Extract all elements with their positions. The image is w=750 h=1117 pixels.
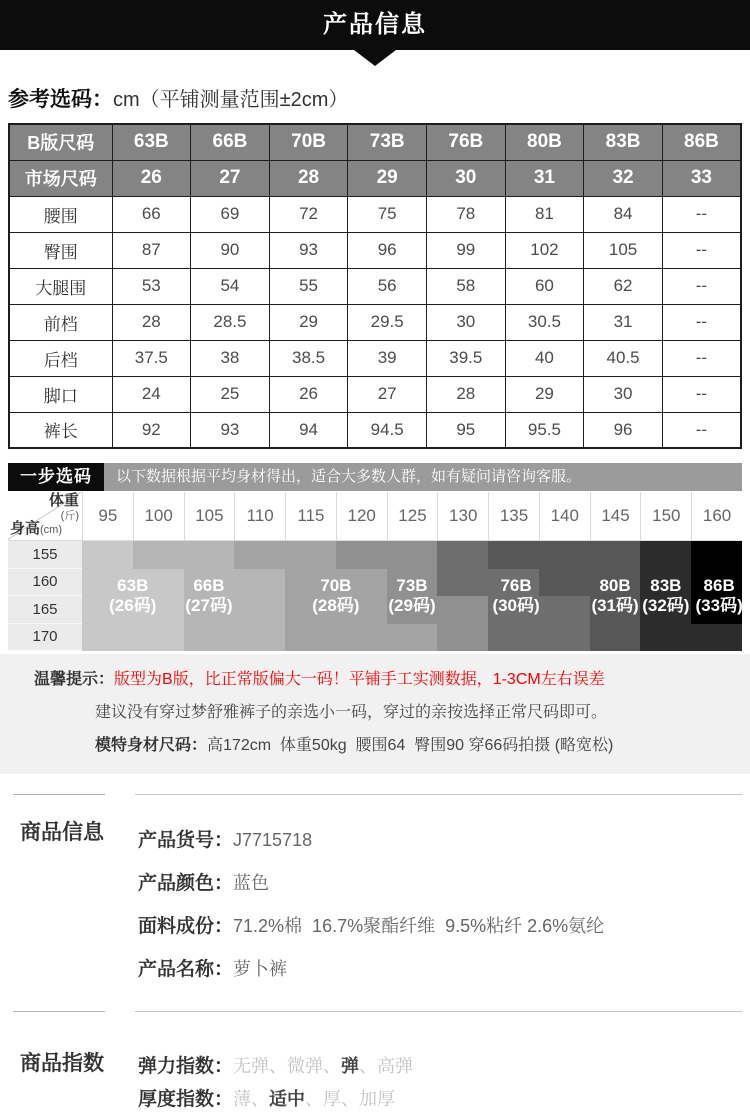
- product-info-value: 萝卜裤: [233, 959, 288, 979]
- size-band-label: [312, 576, 359, 616]
- size-band-size: 80B: [599, 576, 631, 595]
- size-table-cell: 55: [269, 268, 348, 304]
- size-table-header-cell: 86B: [662, 124, 741, 160]
- size-band-size: 66B: [193, 576, 225, 595]
- size-table-cell: 62: [584, 268, 663, 304]
- index-option-separator: 、: [323, 1056, 342, 1076]
- size-table-row-label: 大腿围: [9, 268, 112, 304]
- index-option-active: 弹: [341, 1056, 360, 1076]
- tips-line-1: [0, 663, 750, 696]
- size-table-header-cell: 33: [662, 160, 741, 196]
- chart-cell: [590, 541, 641, 569]
- tips-label: 温馨提示：: [34, 671, 115, 688]
- size-table-header-cell: 70B: [269, 124, 348, 160]
- size-table-cell: 54: [191, 268, 270, 304]
- chart-cell: [691, 624, 742, 652]
- tips-line-2: 建议没有穿过梦舒雅裤子的亲选小一码，穿过的亲按选择正常尺码即可。: [95, 704, 608, 721]
- tips-red-text: 版型为B版，比正常版偏大一码！平铺手工实测数据，1-3CM左右误差: [114, 671, 605, 688]
- chart-cell: [133, 624, 184, 652]
- chart-cell: [387, 541, 438, 569]
- index-option-separator: 、: [359, 1056, 378, 1076]
- size-table-header-cell: 26: [112, 160, 191, 196]
- chart-cell: [640, 624, 691, 652]
- size-table-cell: --: [662, 340, 741, 376]
- chart-weight-tick: 100: [133, 492, 184, 540]
- banner-pointer-triangle: [354, 50, 396, 66]
- chart-cell: [437, 569, 488, 597]
- size-table-cell: 69: [191, 196, 270, 232]
- size-table-cell: 96: [584, 412, 663, 448]
- size-table-row-label: 前档: [9, 304, 112, 340]
- size-band-label: [642, 576, 689, 616]
- index-option: 厚: [323, 1089, 342, 1109]
- product-info-rows: [138, 819, 742, 991]
- size-table-cell: 66: [112, 196, 191, 232]
- chart-cell: [285, 624, 336, 652]
- tips-line-3: [0, 729, 750, 762]
- product-info-row: [138, 905, 742, 948]
- size-table-cell: 38: [191, 340, 270, 376]
- size-reference-heading: [8, 83, 750, 113]
- size-band-label: [109, 576, 156, 616]
- chart-cell: [234, 541, 285, 569]
- size-band-size: 86B: [703, 576, 735, 595]
- size-table-cell: 94.5: [348, 412, 427, 448]
- size-table-cell: 40.5: [584, 340, 663, 376]
- section-divider-1: [8, 794, 742, 795]
- one-step-title: 一步选码: [8, 463, 104, 491]
- chart-cell: [640, 541, 691, 569]
- chart-weight-tick: 110: [234, 492, 285, 540]
- size-table-cell: 94: [269, 412, 348, 448]
- size-table-row: [9, 304, 741, 340]
- size-table-header-label: 市场尺码: [9, 160, 112, 196]
- chart-cell: [184, 624, 235, 652]
- product-index-row: [138, 1050, 742, 1083]
- size-table-cell: --: [662, 196, 741, 232]
- size-table-cell: 92: [112, 412, 191, 448]
- product-info-row: [138, 862, 742, 905]
- size-table-row-label: 腰围: [9, 196, 112, 232]
- size-band-size: 63B: [117, 576, 149, 595]
- size-table-cell: 95.5: [505, 412, 584, 448]
- size-table-cell: 31: [584, 304, 663, 340]
- chart-cell: [285, 541, 336, 569]
- size-table-header-cell: 27: [191, 160, 270, 196]
- size-table-cell: 75: [348, 196, 427, 232]
- product-info-label: 产品颜色：: [138, 873, 234, 894]
- size-table-cell: 29: [505, 376, 584, 412]
- chart-cell: [234, 596, 285, 624]
- size-table-cell: 39: [348, 340, 427, 376]
- size-table-row: [9, 376, 741, 412]
- chart-height-tick: 160: [8, 569, 82, 597]
- size-table-header-cell: 80B: [505, 124, 584, 160]
- size-table-header-row: [9, 124, 741, 160]
- product-index-section: [0, 1012, 750, 1116]
- chart-row: [8, 624, 742, 652]
- size-band-market: (27码): [185, 596, 233, 615]
- size-table-header-row: [9, 160, 741, 196]
- chart-axis-corner-cell: [8, 492, 82, 540]
- chart-weight-tick: 120: [336, 492, 387, 540]
- chart-weight-tick: 145: [590, 492, 641, 540]
- size-table-cell: 96: [348, 232, 427, 268]
- size-band-size: 73B: [396, 576, 428, 595]
- chart-cell: [691, 541, 742, 569]
- product-index-section-title: 商品指数: [20, 1052, 104, 1075]
- size-table-cell: 102: [505, 232, 584, 268]
- chart-cell: [590, 624, 641, 652]
- size-table-cell: --: [662, 412, 741, 448]
- chart-weight-header-row: [8, 492, 742, 541]
- size-table-cell: 56: [348, 268, 427, 304]
- index-option: 微弹: [287, 1056, 324, 1076]
- chart-cell: [234, 569, 285, 597]
- product-info-value: 71.2%棉 16.7%聚酯纤维 9.5%粘纤 2.6%氨纶: [233, 916, 605, 936]
- size-table-header-label: B版尺码: [9, 124, 112, 160]
- chart-cell: [82, 541, 133, 569]
- product-index-row: [138, 1083, 742, 1116]
- size-table-cell: 90: [191, 232, 270, 268]
- chart-weight-tick: 140: [539, 492, 590, 540]
- size-table-row: [9, 340, 741, 376]
- product-index-rows: [138, 1050, 742, 1116]
- size-table-cell: 37.5: [112, 340, 191, 376]
- model-size-text: 高172cm 体重50kg 腰围64 臀围90 穿66码拍摄 (略宽松): [207, 737, 614, 754]
- size-table-cell: 39.5: [427, 340, 506, 376]
- one-step-bar: [8, 463, 742, 491]
- size-table-header-cell: 76B: [427, 124, 506, 160]
- size-table-row: [9, 232, 741, 268]
- size-table-cell: 29.5: [348, 304, 427, 340]
- chart-weight-tick: 105: [184, 492, 235, 540]
- product-info-row: [138, 948, 742, 991]
- chart-rows: [8, 541, 742, 651]
- size-table-header-cell: 83B: [584, 124, 663, 160]
- product-info-label: 面料成份：: [138, 916, 234, 937]
- chart-cell: [539, 541, 590, 569]
- chart-height-tick: 165: [8, 596, 82, 624]
- page-title: 产品信息: [323, 11, 427, 38]
- size-table-cell: 27: [348, 376, 427, 412]
- size-band-market: (32码): [642, 596, 690, 615]
- size-band-label: [591, 576, 638, 616]
- index-option: 加厚: [359, 1089, 396, 1109]
- chart-cell: [234, 624, 285, 652]
- size-table-cell: 28.5: [191, 304, 270, 340]
- size-table-header-cell: 31: [505, 160, 584, 196]
- size-table-cell: 29: [269, 304, 348, 340]
- product-info-value: 蓝色: [233, 873, 270, 893]
- tips-block: [0, 654, 750, 774]
- chart-cell: [184, 541, 235, 569]
- index-option: 无弹: [233, 1056, 270, 1076]
- weight-axis-label: 体重 (斤): [48, 492, 79, 522]
- chart-cell: [437, 624, 488, 652]
- product-info-section: [0, 795, 750, 991]
- chart-weight-tick: 135: [488, 492, 539, 540]
- index-option-separator: 、: [341, 1089, 360, 1109]
- size-band-market: (33码): [695, 596, 743, 615]
- size-table-cell: 99: [427, 232, 506, 268]
- size-band-size: 76B: [500, 576, 532, 595]
- chart-cell: [82, 624, 133, 652]
- size-chart-table: [8, 123, 742, 449]
- size-band-market: (26码): [109, 596, 157, 615]
- chart-weight-tick: 150: [640, 492, 691, 540]
- size-table-row-label: 后档: [9, 340, 112, 376]
- model-size-label: 模特身材尺码：: [95, 737, 208, 754]
- size-band-label: [696, 576, 743, 616]
- size-table-cell: --: [662, 268, 741, 304]
- chart-weight-tick: 125: [387, 492, 438, 540]
- size-table-cell: 93: [191, 412, 270, 448]
- size-table-header-cell: 32: [584, 160, 663, 196]
- chart-cell: [387, 624, 438, 652]
- product-index-label: 厚度指数：: [138, 1089, 234, 1110]
- size-table-header-cell: 73B: [348, 124, 427, 160]
- size-table-cell: 78: [427, 196, 506, 232]
- chart-cell: [133, 541, 184, 569]
- size-table-header-cell: 29: [348, 160, 427, 196]
- size-table-header-cell: 30: [427, 160, 506, 196]
- chart-height-tick: 155: [8, 541, 82, 569]
- size-band-market: (29码): [388, 596, 436, 615]
- chart-weight-tick: 95: [82, 492, 133, 540]
- size-reference-heading-unit: cm（平铺测量范围±2cm）: [113, 89, 349, 111]
- size-band-market: (31码): [591, 596, 639, 615]
- index-option-active: 适中: [269, 1089, 306, 1109]
- size-table-cell: 30: [427, 304, 506, 340]
- size-table-cell: 72: [269, 196, 348, 232]
- page-title-banner: [0, 0, 750, 50]
- size-table-row-label: 脚口: [9, 376, 112, 412]
- chart-cell: [539, 624, 590, 652]
- size-chart-table-body: [9, 124, 741, 448]
- product-info-label: 产品名称：: [138, 959, 234, 980]
- size-table-cell: 81: [505, 196, 584, 232]
- size-table-header-cell: 66B: [191, 124, 270, 160]
- size-table-cell: 28: [112, 304, 191, 340]
- size-table-cell: 40: [505, 340, 584, 376]
- size-band-market: (30码): [492, 596, 540, 615]
- index-option: 高弹: [377, 1056, 414, 1076]
- size-table-cell: 53: [112, 268, 191, 304]
- chart-cell: [488, 541, 539, 569]
- size-table-cell: 24: [112, 376, 191, 412]
- size-table-cell: --: [662, 304, 741, 340]
- size-table-cell: 26: [269, 376, 348, 412]
- size-table-cell: 58: [427, 268, 506, 304]
- chart-cell: [488, 624, 539, 652]
- size-table-header-cell: 28: [269, 160, 348, 196]
- index-option-separator: 、: [269, 1056, 288, 1076]
- product-info-row: [138, 819, 742, 862]
- size-table-cell: 93: [269, 232, 348, 268]
- size-band-label: [185, 576, 232, 616]
- size-table-cell: --: [662, 376, 741, 412]
- chart-cell: [539, 569, 590, 597]
- size-band-size: 83B: [650, 576, 682, 595]
- index-option-separator: 、: [305, 1089, 324, 1109]
- size-table-cell: 30: [584, 376, 663, 412]
- height-weight-chart: [8, 492, 742, 651]
- size-band-size: 70B: [320, 576, 352, 595]
- size-band-market: (28码): [312, 596, 360, 615]
- height-axis-label: 身高(cm): [10, 520, 63, 537]
- chart-cell: [336, 541, 387, 569]
- chart-cell: [539, 596, 590, 624]
- chart-height-tick: 170: [8, 624, 82, 652]
- chart-cell: [437, 541, 488, 569]
- product-index-label: 弹力指数：: [138, 1056, 234, 1077]
- one-step-note: 以下数据根据平均身材得出，适合大多数人群，如有疑问请咨询客服。: [104, 463, 742, 491]
- chart-cell: [437, 596, 488, 624]
- product-info-label: 产品货号：: [138, 830, 234, 851]
- size-table-row: [9, 412, 741, 448]
- size-table-cell: 60: [505, 268, 584, 304]
- index-option-separator: 、: [251, 1089, 270, 1109]
- chart-row: [8, 541, 742, 569]
- product-info-value: J7715718: [233, 830, 313, 850]
- chart-weight-tick: 160: [691, 492, 742, 540]
- size-table-cell: 25: [191, 376, 270, 412]
- index-option: 薄: [233, 1089, 252, 1109]
- size-table-cell: 28: [427, 376, 506, 412]
- size-table-cell: 105: [584, 232, 663, 268]
- size-reference-heading-bold: 参考选码：: [8, 88, 113, 111]
- size-table-row-label: 裤长: [9, 412, 112, 448]
- size-band-label: [388, 576, 435, 616]
- chart-weight-tick: 115: [285, 492, 336, 540]
- size-table-row: [9, 268, 741, 304]
- size-table-cell: 38.5: [269, 340, 348, 376]
- size-table-row: [9, 196, 741, 232]
- size-table-cell: 30.5: [505, 304, 584, 340]
- section-divider-2: [8, 1011, 742, 1012]
- chart-weight-tick: 130: [437, 492, 488, 540]
- size-table-row-label: 臀围: [9, 232, 112, 268]
- size-table-cell: --: [662, 232, 741, 268]
- size-table-cell: 95: [427, 412, 506, 448]
- size-table-header-cell: 63B: [112, 124, 191, 160]
- size-band-label: [492, 576, 539, 616]
- size-table-cell: 84: [584, 196, 663, 232]
- chart-cell: [336, 624, 387, 652]
- size-table-cell: 87: [112, 232, 191, 268]
- product-info-section-title: 商品信息: [20, 821, 104, 844]
